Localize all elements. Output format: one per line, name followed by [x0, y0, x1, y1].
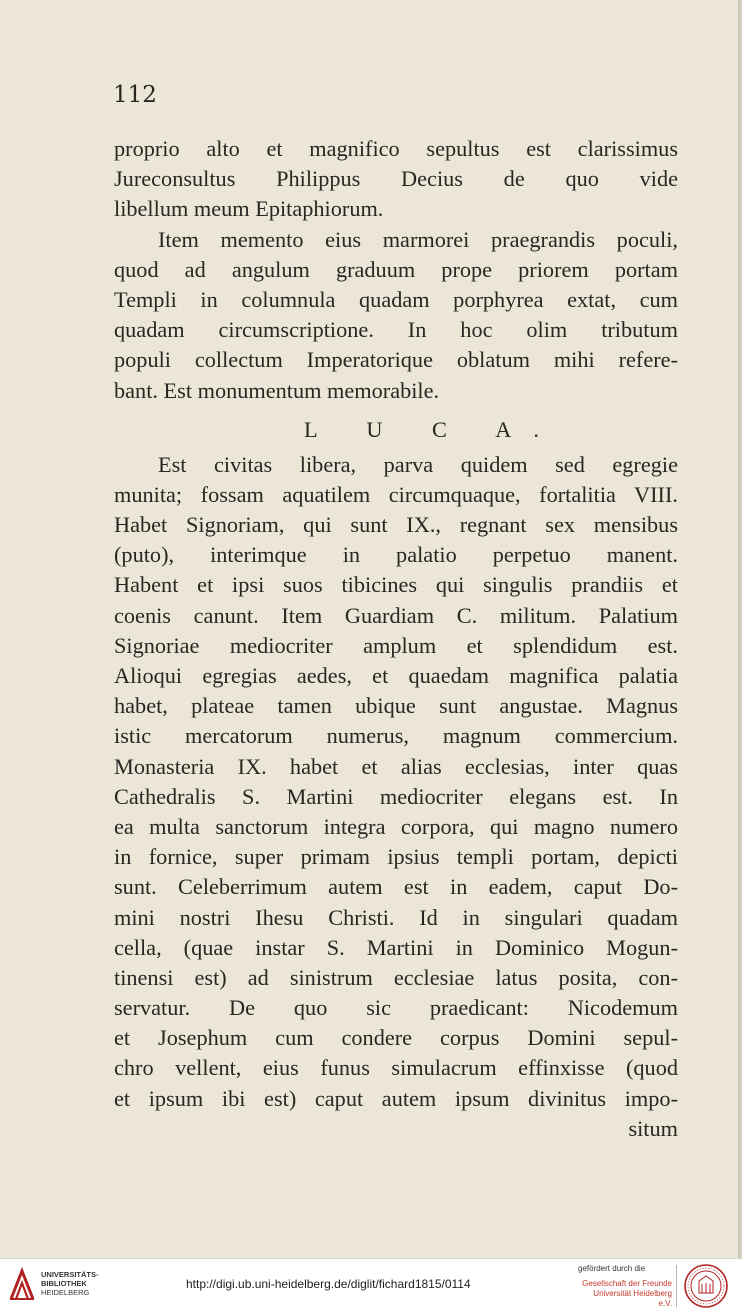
text-line: cella, (quae instar S. Martini in Dominico Mogun-	[114, 934, 678, 960]
text-line: munita; fossam aquatilem circumquaque, fortalitia VIII.	[114, 481, 678, 507]
text-line: habet, plateae tamen ubique sunt angustae. Magnus	[114, 693, 678, 719]
text-line: tinensi est) ad sinistrum ecclesiae latus posita, con-	[114, 964, 678, 990]
library-name[interactable]	[41, 1270, 99, 1297]
text-line: Cathedralis S. Martini mediocriter elegans est. In	[114, 783, 678, 809]
university-seal-icon[interactable]	[683, 1263, 729, 1309]
text-line: Habet Signoriam, qui sunt IX., regnant sex mensibus	[114, 512, 678, 538]
text-line: populi collectum Imperatorique oblatum mihi refere-	[114, 347, 678, 373]
sponsor-org	[578, 1279, 672, 1309]
text-line: Alioqui egregias aedes, et quaedam magnifica palatia	[114, 663, 678, 688]
text-line: Templi in columnula quadam porphyrea extat, cum	[114, 286, 678, 312]
text-line: et Josephum cum condere corpus Domini sepul-	[114, 1025, 678, 1051]
viewer-footer	[0, 1258, 742, 1313]
library-name-line: HEIDELBERG	[41, 1288, 90, 1297]
sponsor-org-line: Gesellschaft der Freunde	[582, 1279, 672, 1288]
catchword: situm	[628, 1115, 678, 1141]
divider	[676, 1265, 677, 1307]
text-line: et ipsum ibi est) caput autem ipsum divinitus impo-	[114, 1085, 678, 1111]
text-line: sunt. Celeberrimum autem est in eadem, caput Do-	[114, 874, 678, 900]
library-name-line: UNIVERSITÄTS-	[41, 1270, 99, 1279]
text-line: libellum meum Epitaphiorum.	[114, 196, 384, 222]
text-line: Signoriae mediocriter amplum et splendidum est.	[114, 632, 678, 658]
text-line: quadam circumscriptione. In hoc olim tributum	[114, 317, 678, 343]
page-number: 112	[113, 82, 157, 108]
text-line: Item memento eius marmorei praegrandis poculi,	[158, 226, 678, 252]
text-line: servatur. De quo sic praedicant: Nicodemum	[114, 995, 678, 1021]
sponsor-org-line: Universität Heidelberg e.V.	[593, 1289, 672, 1308]
text-line: chro vellent, eius funus simulacrum effinxisse (quod	[114, 1055, 678, 1081]
text-line: bant. Est monumentum memorabile.	[114, 377, 440, 403]
text-line: coenis canunt. Item Guardiam C. militum. Palatium	[114, 602, 678, 628]
text-line: Jureconsultus Philippus Decius de quo vide	[114, 166, 678, 192]
text-line: ea multa sanctorum integra corpora, qui magno numero	[114, 813, 678, 839]
section-heading: L U C A.	[304, 416, 561, 442]
text-line: mini nostri Ihesu Christi. Id in singulari quadam	[114, 904, 678, 930]
text-line: (puto), interimque in palatio perpetuo manent.	[114, 542, 678, 568]
library-name-line: BIBLIOTHEK	[41, 1279, 87, 1288]
text-line: Est civitas libera, parva quidem sed egregie	[158, 451, 678, 477]
ub-logo-icon[interactable]	[8, 1267, 36, 1303]
text-line: proprio alto et magnifico sepultus est clarissimus	[114, 136, 678, 161]
text-line: in fornice, super primam ipsius templi portam, depicti	[114, 844, 678, 870]
text-line: istic mercatorum numerus, magnum commercium.	[114, 723, 678, 749]
sponsor-label: gefördert durch die	[578, 1264, 646, 1273]
sponsor-block[interactable]	[578, 1264, 672, 1309]
text-line: Habent et ipsi suos tibicines qui singulis prandiis et	[114, 572, 678, 598]
text-line: quod ad angulum graduum prope priorem portam	[114, 256, 678, 282]
text-line: Monasteria IX. habet et alias ecclesias, inter quas	[114, 753, 678, 779]
body-text	[114, 134, 678, 1144]
permalink[interactable]: http://digi.ub.uni-heidelberg.de/diglit/fichard1815/0114	[186, 1277, 471, 1291]
